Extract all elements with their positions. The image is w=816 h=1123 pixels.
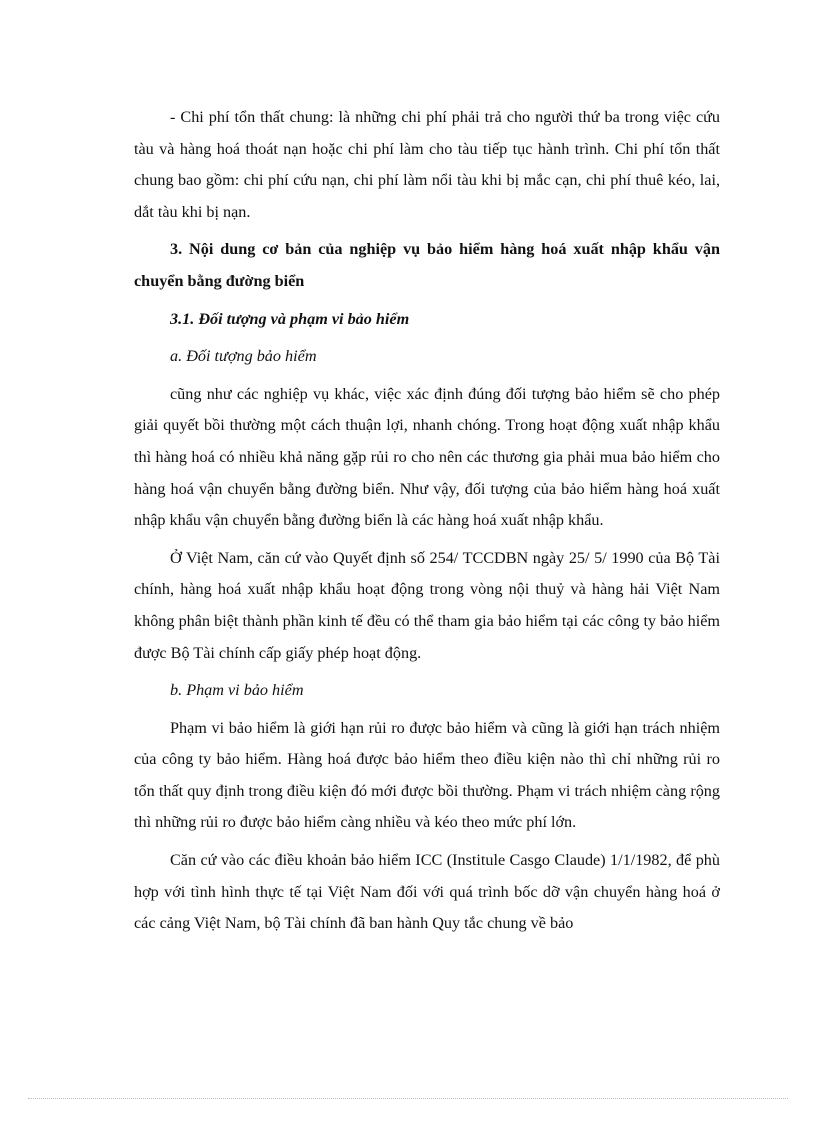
document-body xyxy=(134,102,720,940)
subsection-heading-b: b. Phạm vi bảo hiểm xyxy=(170,681,304,700)
page-bottom-rule xyxy=(28,1098,788,1099)
paragraph-insured-object: cũng như các nghiệp vụ khác, việc xác định đúng đối tượng bảo hiểm sẽ cho phép giải quyết bồi thường một cách thuận lợi, nhanh chóng. Trong hoạt động xuất nhập khẩu thì hàng hoá có nhiều khả năng gặp rủi ro cho nên các thương gia phải mua bảo hiểm cho hàng hoá vận chuyển bằng đường biển. Như vậy, đối tượng của bảo hiểm hàng hoá xuất nhập khẩu vận chuyển bằng đường biển là các hàng hoá xuất nhập khẩu. xyxy=(134,384,720,530)
section-heading-3: 3. Nội dung cơ bản của nghiệp vụ bảo hiểm hàng hoá xuất nhập khẩu vận chuyển bằng đường biển xyxy=(134,240,720,290)
paragraph-icc-clauses: Căn cứ vào các điều khoản bảo hiểm ICC (Institule Casgo Claude) 1/1/1982, để phù hợp với tình hình thực tế tại Việt Nam đối với quá trình bốc dỡ vận chuyển hàng hoá ở các cảng Việt Nam, bộ Tài chính đã ban hành Quy tắc chung về bảo xyxy=(134,851,720,933)
paragraph-insurance-scope: Phạm vi bảo hiểm là giới hạn rủi ro được bảo hiểm và cũng là giới hạn trách nhiệm của công ty bảo hiểm. Hàng hoá được bảo hiểm theo điều kiện nào thì chỉ những rủi ro tổn thất quy định trong điều kiện đó mới được bồi thường. Phạm vi trách nhiệm càng rộng thì những rủi ro được bảo hiểm càng nhiều và kéo theo mức phí lớn. xyxy=(134,718,720,832)
section-heading-3-1: 3.1. Đối tượng và phạm vi bảo hiểm xyxy=(170,309,410,328)
subsection-heading-a: a. Đối tượng bảo hiểm xyxy=(170,347,317,366)
paragraph-vietnam-decision: Ở Việt Nam, căn cứ vào Quyết định số 254/ TCCDBN ngày 25/ 5/ 1990 của Bộ Tài chính, hàng hoá xuất nhập khẩu hoạt động trong vòng nội thuỷ và hàng hải Việt Nam không phân biệt thành phần kinh tế đều có thể tham gia bảo hiểm tại các công ty bảo hiểm được Bộ Tài chính cấp giấy phép hoạt động. xyxy=(134,548,720,662)
paragraph-general-average-costs: - Chi phí tổn thất chung: là những chi phí phải trả cho người thứ ba trong việc cứu tàu và hàng hoá thoát nạn hoặc chi phí làm cho tàu tiếp tục hành trình. Chi phí tổn thất chung bao gồm: chi phí cứu nạn, chi phí làm nổi tàu khi bị mắc cạn, chi phí thuê kéo, lai, dắt tàu khi bị nạn. xyxy=(134,108,720,221)
